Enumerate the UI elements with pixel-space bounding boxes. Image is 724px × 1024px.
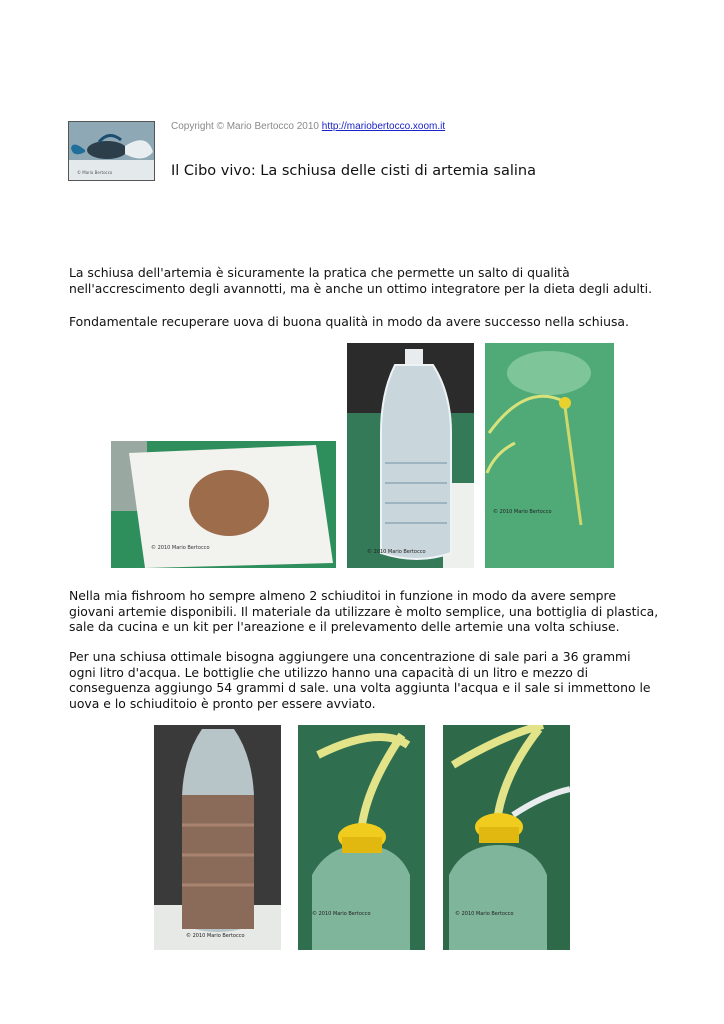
bottle-with-cysts-photo: [154, 725, 281, 950]
photo-watermark: © 2010 Mario Bertocco: [186, 933, 245, 939]
aeration-tube-photo: [485, 343, 614, 568]
fish-logo-image: [68, 121, 155, 181]
copyright-line: [171, 121, 445, 132]
photo-watermark: © 2010 Mario Bertocco: [312, 911, 371, 917]
page-title: Il Cibo vivo: La schiusa delle cisti di artemia salina: [171, 163, 536, 179]
website-link[interactable]: http://mariobertocco.xoom.it: [321, 121, 446, 132]
copyright-text: Copyright © Mario Bertocco 2010: [171, 121, 319, 132]
photo-watermark: © 2010 Mario Bertocco: [151, 545, 210, 551]
water-bottle-photo: [347, 343, 474, 568]
photo-watermark: © 2010 Mario Bertocco: [367, 549, 426, 555]
intro-paragraph: La schiusa dell'artemia è sicuramente la pratica che permette un salto di qualità nell'accrescimento degli avannotti, ma è anche un ottimo integratore per la dieta degli adulti.: [69, 265, 653, 296]
photo-watermark: © 2010 Mario Bertocco: [455, 911, 514, 917]
photo-watermark: © 2010 Mario Bertocco: [493, 509, 552, 515]
logo-caption: © Mario Bertocco: [77, 170, 113, 175]
bottle-cap-photo: [298, 725, 425, 950]
fishroom-paragraph: Nella mia fishroom ho sempre almeno 2 schiuditoi in funzione in modo da avere sempre giovani artemie disponibili. Il materiale da utilizzare è molto semplice, una bottiglia di plastica, sale da cucina e un kit per l'areazione e il prelevamento delle artemie una volta schiuse.: [69, 588, 659, 635]
salt-paragraph: Per una schiusa ottimale bisogna aggiungere una concentrazione di sale pari a 36 grammi ogni litro d'acqua. Le bottiglie che utilizzo hanno una capacità di un litro e mezzo di conseguenza aggiungo 54 grammi d sale. una volta aggiunta l'acqua e il sale si immettono le uova e lo schiuditoio è pronto per essere avviato.: [69, 649, 651, 711]
cysts-on-paper-photo: [111, 441, 336, 568]
bottle-cap-closeup-photo: [443, 725, 570, 950]
quality-paragraph: Fondamentale recuperare uova di buona qualità in modo da avere successo nella schiusa.: [69, 314, 629, 329]
